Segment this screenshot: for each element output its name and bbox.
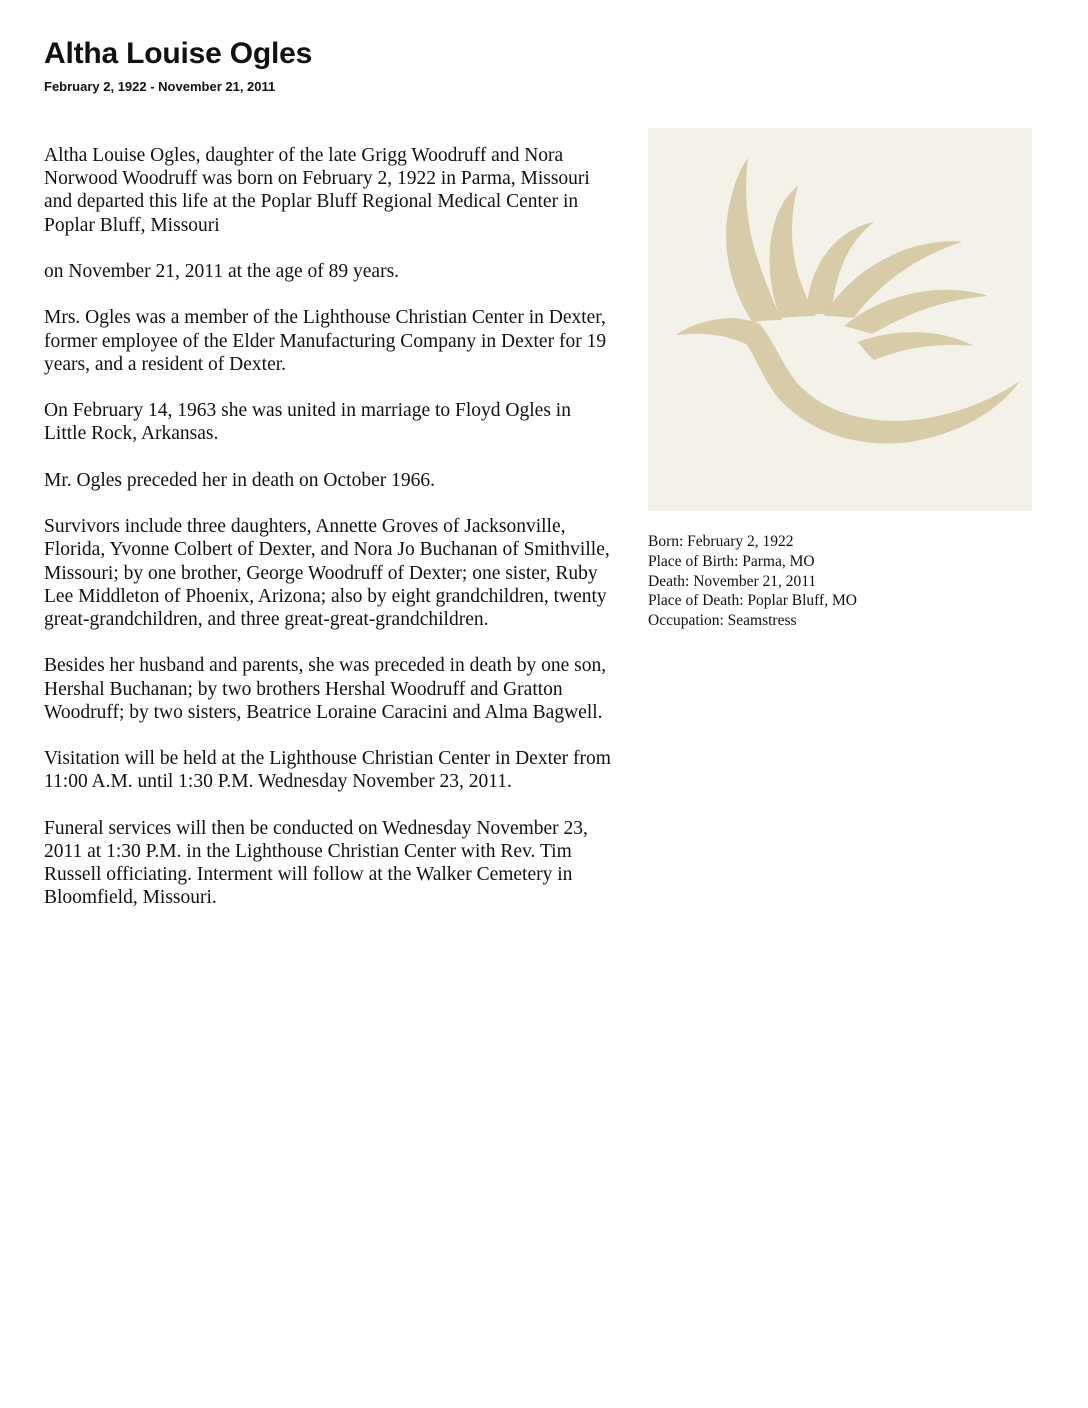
obituary-paragraph: Visitation will be held at the Lighthouse Christian Center in Dexter from 11:00 A.M. until 1:30 P.M. Wednesday November 23, 2011. [44, 748, 611, 793]
obituary-paragraph: Altha Louise Ogles, daughter of the late Grigg Woodruff and Nora Norwood Woodruff was born on February 2, 1922 in Parma, Missouri and departed this life at the Poplar Bluff Regional Medical Center in Poplar Bluff, Missouri [44, 145, 590, 236]
obituary-paragraph: Funeral services will then be conducted on Wednesday November 23, 2011 at 1:30 P.M. in the Lighthouse Christian Center with Rev. Tim Russell officiating. Interment will follow at the Walker Cemetery in Bloomfield, Missouri. [44, 817, 588, 909]
life-dates: February 2, 1922 - November 21, 2011 [44, 79, 276, 94]
place-of-birth-fact: Place of Birth: Parma, MO [648, 552, 815, 570]
vital-facts [648, 532, 1048, 631]
born-fact: Born: February 2, 1922 [648, 533, 794, 550]
obituary-paragraph: On February 14, 1963 she was united in marriage to Floyd Ogles in Little Rock, Arkansas. [44, 400, 571, 445]
obituary-text [44, 144, 612, 933]
obituary-paragraph: Besides her husband and parents, she was preceded in death by one son, Hershal Buchanan; by two brothers Hershal Woodruff and Gratton Woodruff; by two sisters, Beatrice Loraine Caracini and Alma Bagwell. [44, 655, 607, 723]
dove-image [648, 128, 1032, 511]
obituary-paragraph: Mrs. Ogles was a member of the Lighthouse Christian Center in Dexter, former employee of the Elder Manufacturing Company in Dexter for 19 years, and a resident of Dexter. [44, 307, 607, 375]
obituary-paragraph: Mr. Ogles preceded her in death on October 1966. [44, 469, 435, 491]
occupation-fact: Occupation: Seamstress [648, 612, 797, 630]
obituary-paragraph: on November 21, 2011 at the age of 89 years. [44, 261, 400, 282]
page-title: Altha Louise Ogles [44, 37, 313, 70]
death-fact: Death: November 21, 2011 [648, 572, 817, 590]
dove-icon [648, 128, 1032, 511]
place-of-death-fact: Place of Death: Poplar Bluff, MO [648, 592, 857, 610]
obituary-paragraph: Survivors include three daughters, Annette Groves of Jacksonville, Florida, Yvonne Colbert of Dexter, and Nora Jo Buchanan of Smithville, Missouri; by one brother, George Woodruff of Dexter; one sister, Ruby Lee Middleton of Phoenix, Arizona; also by eight grandchildren, twenty great-grandchildren, and three great-great-grandchildren. [44, 516, 610, 630]
